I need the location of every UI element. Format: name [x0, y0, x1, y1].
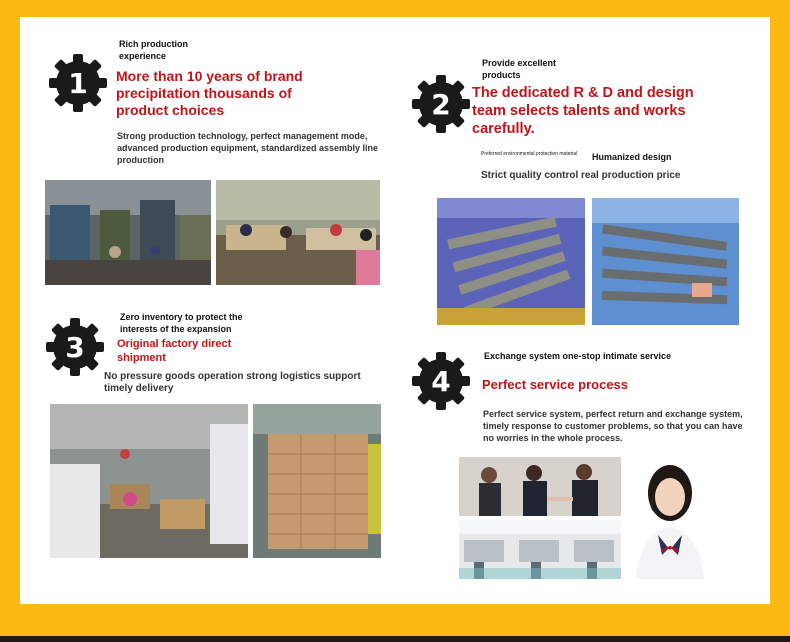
business-handshake-photo [459, 457, 621, 516]
gear-number-two-icon [410, 73, 472, 135]
section2-subtag: Humanized design [592, 152, 672, 162]
section1-description: Strong production technology, perfect management mode, advanced production equipment, standardized assembly line production [117, 131, 379, 165]
section3-description: No pressure goods operation strong logistics support timely delivery [104, 371, 361, 394]
customer-service-agent-photo [628, 455, 710, 579]
svg-text:3: 3 [65, 331, 85, 364]
svg-text:2: 2 [431, 88, 451, 121]
gear-number-three-icon [44, 316, 106, 378]
section3-tag: Zero inventory to protect the interests of the expansion [120, 312, 243, 334]
svg-text:1: 1 [68, 67, 88, 100]
gear-number-four-icon [410, 350, 472, 412]
product-crate-photo-left [437, 198, 585, 325]
section1-headline: More than 10 years of brand precipitation thousands of product choices [116, 68, 303, 118]
product-crate-photo-right [592, 198, 739, 325]
section2-description: Strict quality control real production price [481, 170, 681, 181]
svg-text:4: 4 [431, 365, 451, 398]
section2-headline: The dedicated R & D and design team selects talents and works carefully. [472, 85, 694, 137]
section2-material-note: Preferred environmental protection material [481, 151, 578, 157]
section4-description: Perfect service system, perfect return and exchange system, timely response to customer problems, so that you can have no worries in the whole process. [483, 409, 743, 443]
office-workspace-photo [459, 520, 621, 579]
section4-tag: Exchange system one-stop intimate service [484, 351, 672, 361]
section4-headline: Perfect service process [482, 377, 628, 392]
section3-headline: Original factory direct shipment [117, 338, 232, 364]
factory-assembly-line-photo [216, 180, 380, 285]
factory-workshop-photo [45, 180, 211, 285]
section1-tag: Rich production experience [119, 39, 188, 61]
section2-tag: Provide excellent products [482, 58, 557, 80]
bottom-border [0, 636, 790, 642]
stacked-cartons-photo [253, 404, 381, 558]
warehouse-packing-photo [50, 404, 248, 558]
gear-number-one-icon [47, 52, 109, 114]
